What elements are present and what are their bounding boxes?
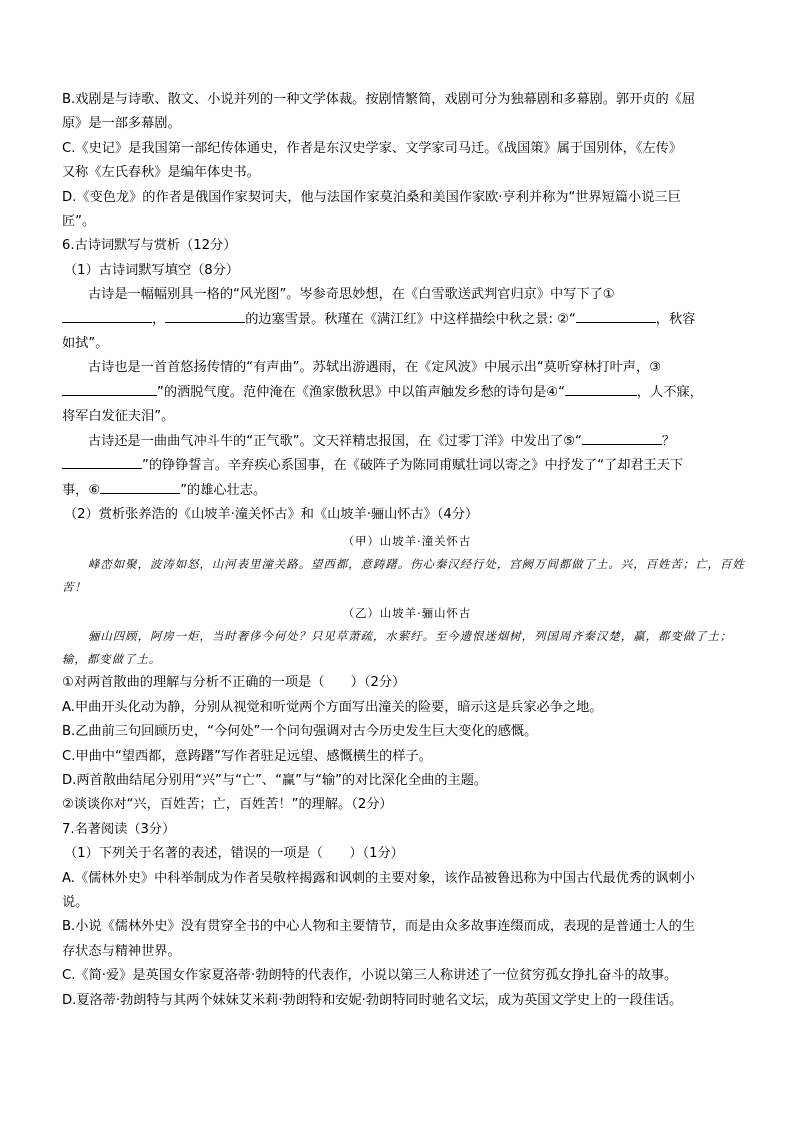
q6-option-d: D.两首散曲结尾分别用“兴”与“亡”、“赢”与“输”的对比深化全曲的主题。 <box>62 772 488 788</box>
q6-option-a: A.甲曲开头化动为静，分别从视觉和听觉两个方面写出潼关的险要，暗示这是兵家必争之地。 <box>62 699 603 715</box>
q7-option-c: C.《简·爱》是英国女作家夏洛蒂·勃朗特的代表作，小说以第三人称讲述了一位贫穷孤女挣扎奋斗的故事。 <box>62 968 678 984</box>
q5-option-d-line1: D.《变色龙》的作者是俄国作家契诃夫，他与法国作家莫泊桑和美国作家欧·亨利并称为“世界短篇小说三巨 <box>62 189 681 205</box>
q7-option-d: D.夏洛蒂·勃朗特与其两个妹妹艾米莉·勃朗特和安妮·勃朗特同时驰名文坛，成为英国文学史上的一段佳话。 <box>62 992 683 1008</box>
text-segment: ， <box>152 311 166 327</box>
q6-para2-line2 <box>62 381 752 405</box>
document-page <box>62 88 752 1013</box>
q6-para2-line3: 将军白发征夫泪”。 <box>62 409 175 425</box>
q5-option-b-line1: B.戏剧是与诗歌、散文、小说并列的一种文学体裁。按剧情繁简，戏剧可分为独幕剧和多幕剧。郭开贞的《屈 <box>62 92 696 107</box>
answer-blank-2[interactable] <box>576 308 656 323</box>
answer-blank-5b[interactable] <box>62 454 142 469</box>
q6-para3-line2 <box>62 454 752 478</box>
q6-para1-line2 <box>62 308 752 332</box>
q6-option-b: B.乙曲前三句回顾历史，“今何处”一个问句强调对古今历史发生巨大变化的感慨。 <box>62 724 538 740</box>
q6-para1-line1: 古诗是一幅幅别具一格的“风光图”。岑参奇思妙想，在《白雪歌送武判官归京》中写下了① <box>88 287 615 303</box>
q6-para1-line3: 如拭”。 <box>62 336 109 352</box>
q5-option-c-line1: C.《史记》是我国第一部纪传体通史，作者是东汉史学家、文学家司马迁。《战国策》属于国别体，《左传》 <box>62 140 683 156</box>
answer-blank-6[interactable] <box>100 479 180 494</box>
q7-title: 7.名著阅读（3分） <box>62 821 176 837</box>
q7-option-a-line2: 说。 <box>62 894 89 910</box>
text-segment: ？ <box>661 433 676 449</box>
q6-para3-line1 <box>62 430 752 454</box>
q7-option-b-line2: 存状态与精神世界。 <box>62 943 181 959</box>
poem-a-text: 峰峦如聚，波涛如怒，山河表里潼关路。望西都，意踌躇。伤心秦汉经行处，宫阙万间都做了土。兴，百姓苦；亡，百姓苦！ <box>62 557 745 595</box>
poem-b-text: 骊山四顾，阿房一炬，当时奢侈今何处？只见草萧疏，水萦纡。至今遗恨迷烟树，列国周齐秦汉楚，赢，都变做了土；输，都变做了土。 <box>62 629 733 667</box>
text-segment: ，人不寐， <box>636 384 703 400</box>
q6-part2-title: （2）赏析张养浩的《山坡羊·潼关怀古》和《山坡羊·骊山怀古》（4分） <box>64 506 479 522</box>
q5-option-b-line2: 原》是一部多幕剧。 <box>62 116 181 132</box>
text-segment: 古诗还是一曲曲气冲斗牛的“正气歌”。文天祥精忠报国，在《过零丁洋》中发出了⑤“ <box>88 433 582 449</box>
text-segment: ”的铮铮誓言。辛弃疾心系国事，在《破阵子为陈同甫赋壮词以寄之》中抒发了“了却君王天下 <box>142 458 684 474</box>
poem-b-title: （乙）山坡羊·骊山怀古 <box>342 606 472 621</box>
q7-option-a-line1: A.《儒林外史》中科举制成为作者吴敬梓揭露和讽刺的主要对象，该作品被鲁迅称为中国古代最优秀的讽刺小 <box>62 870 695 886</box>
q5-option-c-line2: 又称《左氏春秋》是编年体史书。 <box>62 165 260 181</box>
text-segment: 的边塞雪景。秋瑾在《满江红》中这样描绘中秋之景: ②“ <box>245 311 576 327</box>
q6-para3-line3 <box>62 479 752 503</box>
poem-a-title: （甲）山坡羊·潼关怀古 <box>342 534 472 549</box>
text-segment: ”的洒脱气度。范仲淹在《渔家傲秋思》中以笛声触发乡愁的诗句是④“ <box>157 384 565 400</box>
q6-part1-title: （1）古诗词默写填空（8分） <box>64 262 240 278</box>
answer-blank-1a[interactable] <box>62 308 152 323</box>
q6-title: 6.古诗词默写与赏析（12分） <box>62 238 237 254</box>
text-segment: ，秋容 <box>655 311 696 327</box>
q6-sub-question-2: ②谈谈你对“兴，百姓苦；亡，百姓苦！”的理解。（2分） <box>62 797 393 813</box>
q5-option-d-line2: 匠”。 <box>62 214 96 230</box>
text-segment: ”的雄心壮志。 <box>180 482 267 498</box>
answer-blank-5[interactable] <box>582 430 662 445</box>
q7-option-b-line1: B.小说《儒林外史》没有贯穿全书的中心人物和主要情节，而是由众多故事连缀而成，表现的是普通士人的生 <box>62 919 696 935</box>
answer-blank-3[interactable] <box>62 381 157 396</box>
q6-sub-question-1: ①对两首散曲的理解与分析不正确的一项是（ ）（2分） <box>62 675 406 691</box>
answer-blank-1b[interactable] <box>165 308 245 323</box>
q6-option-c: C.甲曲中“望西都，意踌躇”写作者驻足远望、感慨横生的样子。 <box>62 748 432 764</box>
text-segment: 事，⑥ <box>62 482 101 498</box>
answer-blank-4[interactable] <box>565 381 637 396</box>
q6-para2-line1: 古诗也是一首首悠扬传情的“有声曲”。苏轼出游遇雨，在《定风波》中展示出“莫听穿林打叶声，③ <box>88 360 662 376</box>
q7-sub-question-1: （1）下列关于名著的表述，错误的一项是（ ）（1分） <box>64 846 404 862</box>
